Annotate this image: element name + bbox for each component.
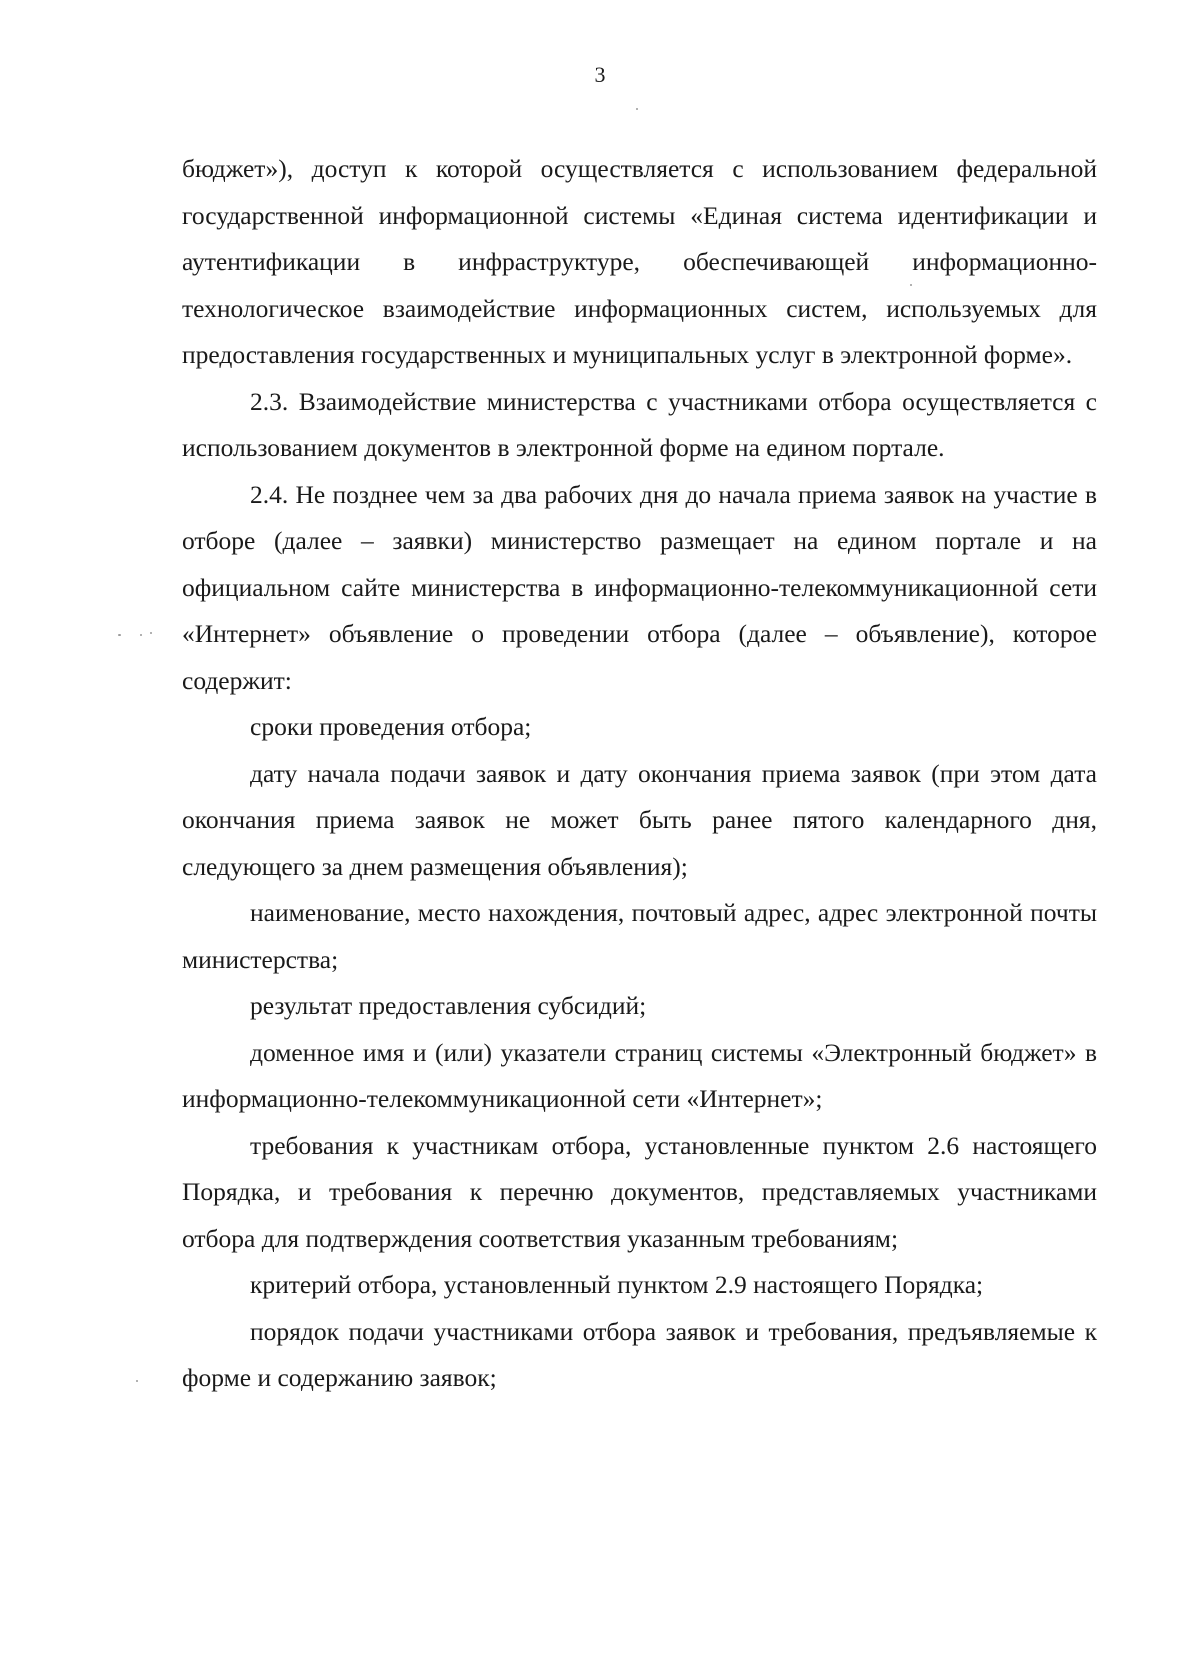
scan-speck — [140, 634, 142, 636]
list-item-application-procedure: порядок подачи участниками отбора заявок и требования, предъявляемые к форме и содержанию заявок; — [182, 1316, 1097, 1392]
list-item-subsidy-result: результат предоставления субсидий; — [250, 991, 647, 1020]
scan-speck — [150, 632, 152, 634]
list-item-ministry-contacts: наименование, место нахождения, почтовый адрес, адрес электронной почты министерства; — [182, 898, 1097, 974]
paragraph-2-4: 2.4. Не позднее чем за два рабочих дня до начала приема заявок на участие в отборе (далее – заявки) министерство размещает на едином портале и на официальном сайте министерства в информационно-телекоммуникационной сети «Интернет» объявление о проведении отбора (далее – объявление), которое содержит: — [182, 479, 1097, 695]
list-item-application-dates: дату начала подачи заявок и дату окончания приема заявок (при этом дата окончания приема заявок не может быть ранее пятого календарного дня, следующего за днем размещения объявления); — [182, 758, 1097, 881]
list-item-selection-dates: сроки проведения отбора; — [250, 712, 532, 741]
scan-speck — [636, 108, 638, 110]
scan-speck — [910, 284, 912, 286]
scan-speck — [136, 1380, 138, 1382]
paragraph-continuation: бюджет»), доступ к которой осуществляется с использованием федеральной государственной информационной системы «Единая система идентификации и аутентификации в инфраструктуре, обеспечивающей информационно-технологическое взаимодействие информационных систем, используемых для предоставления государственных и муниципальных услуг в электронной форме». — [182, 154, 1097, 369]
scan-speck — [118, 634, 121, 636]
list-item-domain-name: доменное имя и (или) указатели страниц системы «Электронный бюджет» в информационно-телекоммуникационной сети «Интернет»; — [182, 1037, 1097, 1113]
list-item-participant-requirements: требования к участникам отбора, установленные пунктом 2.6 настоящего Порядка, и требования к перечню документов, представляемых участниками отбора для подтверждения соответствия указанным требованиям; — [182, 1130, 1097, 1253]
list-item-selection-criterion: критерий отбора, установленный пунктом 2.9 настоящего Порядка; — [250, 1270, 984, 1299]
document-body — [182, 146, 1097, 1402]
paragraph-2-3: 2.3. Взаимодействие министерства с участниками отбора осуществляется с использованием документов в электронной форме на едином портале. — [182, 386, 1097, 462]
page-number: 3 — [594, 62, 606, 87]
